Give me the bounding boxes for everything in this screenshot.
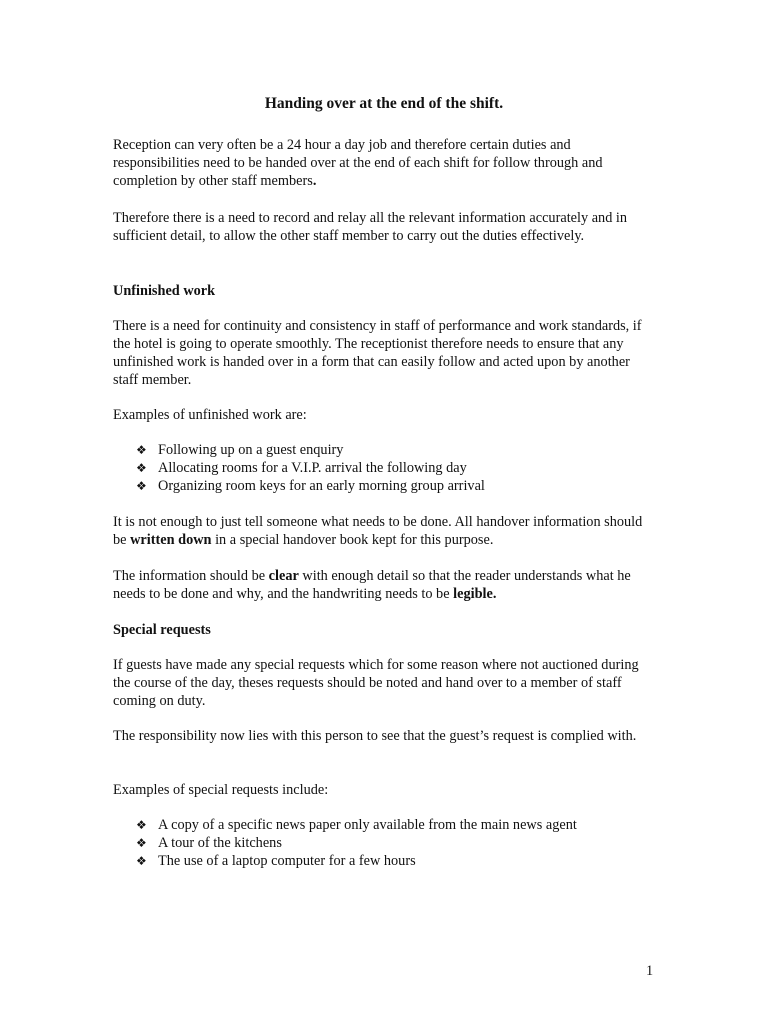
list-item — [136, 441, 656, 459]
list-item-text: A tour of the kitchens — [158, 835, 282, 851]
emphasis-written-down: written down — [130, 532, 212, 548]
list-item-text: Allocating rooms for a V.I.P. arrival the following day — [158, 460, 467, 476]
list-item-text: A copy of a specific news paper only available from the main news agent — [158, 817, 577, 833]
responsibility-paragraph: The responsibility now lies with this person to see that the guest’s request is complied with. — [113, 728, 637, 744]
unfinished-work-list — [136, 441, 656, 495]
paragraph-text: with enough detail so that the reader understands what he needs to be done and why, and the handwriting needs to be — [113, 568, 631, 602]
paragraph-text: The information should be — [113, 568, 269, 584]
paragraph-text: in a special handover book kept for this purpose. — [211, 532, 494, 548]
list-item — [136, 459, 656, 477]
special-requests-paragraph: If guests have made any special requests which for some reason where not auctioned during the course of the day, theses requests should be noted and hand over to a member of staff coming on duty. — [113, 657, 639, 709]
unfinished-work-paragraph: There is a need for continuity and consistency in staff of performance and work standards, if the hotel is going to operate smoothly. The receptionist therefore needs to ensure that any unfinished work is handed over in a form that can easily follow and acted upon by another staff member. — [113, 318, 642, 388]
list-item-text: Following up on a guest enquiry — [158, 442, 344, 458]
diamond-bullet-icon: ❖ — [136, 836, 147, 850]
unfinished-work-examples-intro: Examples of unfinished work are: — [113, 407, 307, 423]
intro-paragraph-1-period: . — [312, 173, 317, 189]
special-requests-examples-intro: Examples of special requests include: — [113, 782, 329, 798]
intro-paragraph-1 — [113, 136, 653, 190]
section-heading-unfinished-work: Unfinished work — [113, 283, 216, 299]
diamond-bullet-icon: ❖ — [136, 818, 147, 832]
diamond-bullet-icon: ❖ — [136, 479, 147, 493]
list-item — [136, 834, 656, 852]
list-item — [136, 816, 656, 834]
intro-paragraph-1-text: Reception can very often be a 24 hour a day job and therefore certain duties and responsibilities need to be handed over at the end of each shift for follow through and completion by other staff members — [113, 137, 603, 189]
diamond-bullet-icon: ❖ — [136, 443, 147, 457]
emphasis-clear: clear — [268, 568, 299, 584]
handover-written-paragraph — [113, 513, 653, 549]
intro-paragraph-2: Therefore there is a need to record and relay all the relevant information accurately and in sufficient detail, to allow the other staff member to carry out the duties effectively. — [113, 210, 628, 244]
diamond-bullet-icon: ❖ — [136, 461, 147, 475]
page-title: Handing over at the end of the shift. — [264, 95, 504, 112]
list-item — [136, 852, 656, 870]
page-number: 1 — [646, 963, 654, 979]
special-requests-list — [136, 816, 656, 870]
list-item-text: Organizing room keys for an early morning group arrival — [158, 478, 485, 494]
list-item — [136, 477, 656, 495]
list-item-text: The use of a laptop computer for a few hours — [158, 853, 416, 869]
emphasis-legible: legible. — [453, 586, 497, 602]
paragraph-text: It is not enough to just tell someone what needs to be done. All handover information should be — [113, 514, 643, 548]
section-heading-special-requests: Special requests — [113, 622, 211, 638]
diamond-bullet-icon: ❖ — [136, 854, 147, 868]
handover-clear-paragraph — [113, 567, 653, 603]
